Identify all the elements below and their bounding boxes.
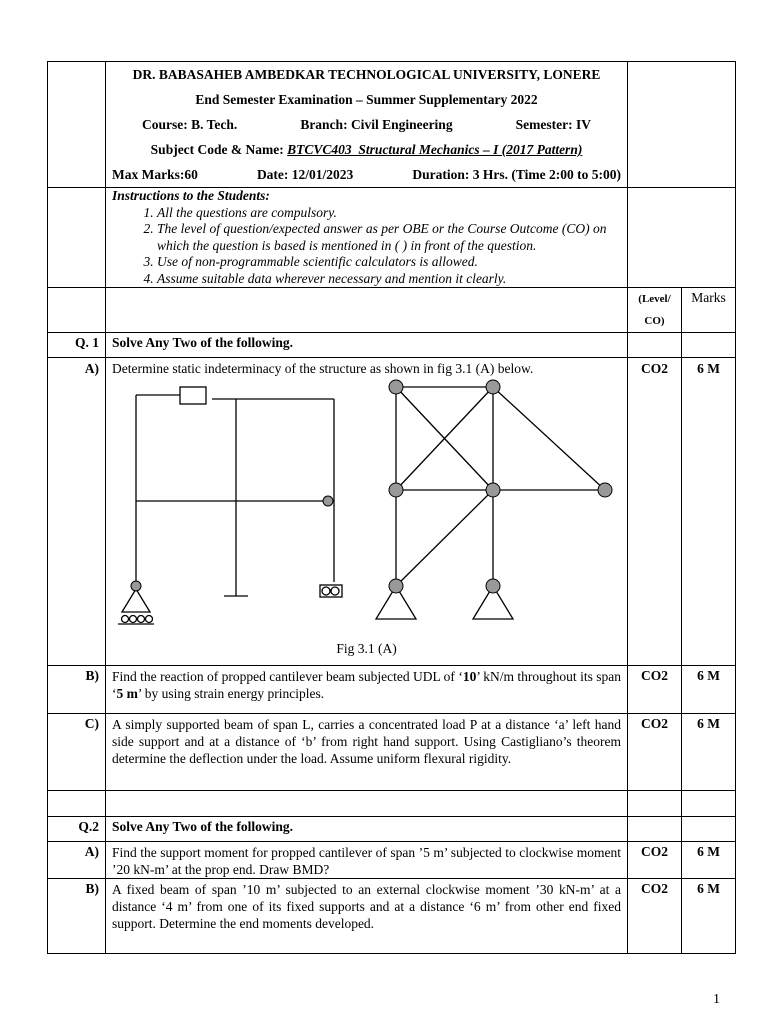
q1b-marks: 6 M xyxy=(682,666,736,714)
q2b-co: CO2 xyxy=(628,879,682,954)
marks-header: Marks xyxy=(682,288,736,333)
q1b-label: B) xyxy=(48,666,106,714)
course: Course: B. Tech. xyxy=(142,117,238,132)
duration: Duration: 3 Hrs. (Time 2:00 to 5:00) xyxy=(412,167,621,182)
q2b-row xyxy=(48,879,736,954)
q1-title: Solve Any Two of the following. xyxy=(106,333,628,358)
q2a-label: A) xyxy=(48,842,106,879)
university-name: DR. BABASAHEB AMBEDKAR TECHNOLOGICAL UNIVERSITY, LONERE xyxy=(132,67,601,82)
instruction-item: 2. The level of question/expected answer as per OBE or the Course Outcome (CO) on which the question is based is mentioned in ( ) in front of the question. xyxy=(157,221,621,254)
frame-structure xyxy=(118,387,342,624)
spacer-row xyxy=(48,791,736,817)
exam-table xyxy=(47,61,736,954)
q1c-co: CO2 xyxy=(628,714,682,791)
hinge-node xyxy=(131,581,141,591)
hinge-node xyxy=(323,496,333,506)
q1c-row xyxy=(48,714,736,791)
q1b-co: CO2 xyxy=(628,666,682,714)
page-number: 1 xyxy=(713,992,720,1007)
q1b-row xyxy=(48,666,736,714)
q2a-marks: 6 M xyxy=(682,842,736,879)
q1a-row xyxy=(48,358,736,666)
figure-3-1-a xyxy=(112,377,622,639)
q1c-text: A simply supported beam of span L, carries a concentrated load P at a distance ‘a’ left hand side support and at a distance of ‘b’ from right hand support. Using Castigliano’s theorem determine the deflection under the load. Assume uniform flexural rigidity. xyxy=(112,717,621,766)
instructions xyxy=(106,188,628,288)
subject-line: Subject Code & Name: BTCVC403_Structural Mechanics – I (2017 Pattern) xyxy=(150,142,583,157)
instructions-title: Instructions to the Students: xyxy=(112,188,270,203)
branch: Branch: Civil Engineering xyxy=(300,117,453,132)
q1a-label: A) xyxy=(48,358,106,666)
q2b-text: A fixed beam of span ’10 m’ subjected to an external clockwise moment ’30 kN-m’ at a distance ‘4 m’ from one of its fixed supports and at a distance ‘6 m’ from other end fixed support. Determine the end moments developed. xyxy=(112,882,621,931)
q1a-text: Determine static indeterminacy of the structure as shown in fig 3.1 (A) below. xyxy=(112,361,534,376)
semester: Semester: IV xyxy=(515,117,591,132)
q2-title: Solve Any Two of the following. xyxy=(106,817,628,842)
instruction-item: 4. Assume suitable data wherever necessary and mention it clearly. xyxy=(157,271,621,288)
truss-nodes xyxy=(389,380,612,593)
q1c-label: C) xyxy=(48,714,106,791)
subject-name: BTCVC403_Structural Mechanics – I (2017 Pattern) xyxy=(287,142,583,157)
header-row xyxy=(48,62,736,188)
q1-title-row xyxy=(48,333,736,358)
instruction-item: 3. Use of non-programmable scientific calculators is allowed. xyxy=(157,254,621,271)
q2a-row xyxy=(48,842,736,879)
exam-title: End Semester Examination – Summer Supplementary 2022 xyxy=(195,92,538,107)
instructions-row xyxy=(48,188,736,288)
exam-header xyxy=(106,62,628,188)
q2-title-row xyxy=(48,817,736,842)
q1-number: Q. 1 xyxy=(48,333,106,358)
q1c-marks: 6 M xyxy=(682,714,736,791)
q2a-co: CO2 xyxy=(628,842,682,879)
q1a-co: CO2 xyxy=(628,358,682,666)
column-header-row xyxy=(48,288,736,333)
exam-date: Date: 12/01/2023 xyxy=(256,167,354,182)
q2a-text: Find the support moment for propped cantilever of span ’5 m’ subjected to clockwise moment ’20 kN-m’ at the prop end. Draw BMD? xyxy=(112,845,621,877)
q2-number: Q.2 xyxy=(48,817,106,842)
q1a-marks: 6 M xyxy=(682,358,736,666)
instruction-item: 1. All the questions are compulsory. xyxy=(157,205,621,222)
q2b-label: B) xyxy=(48,879,106,954)
max-marks: Max Marks:60 xyxy=(112,167,198,182)
level-co-header: (Level/ CO) xyxy=(628,288,682,333)
q2b-marks: 6 M xyxy=(682,879,736,954)
q1b-text: Find the reaction of propped cantilever beam subjected UDL of ‘10’ kN/m throughout its span ‘5 m’ by using strain energy principles. xyxy=(112,669,621,701)
figure-caption: Fig 3.1 (A) xyxy=(336,641,397,656)
